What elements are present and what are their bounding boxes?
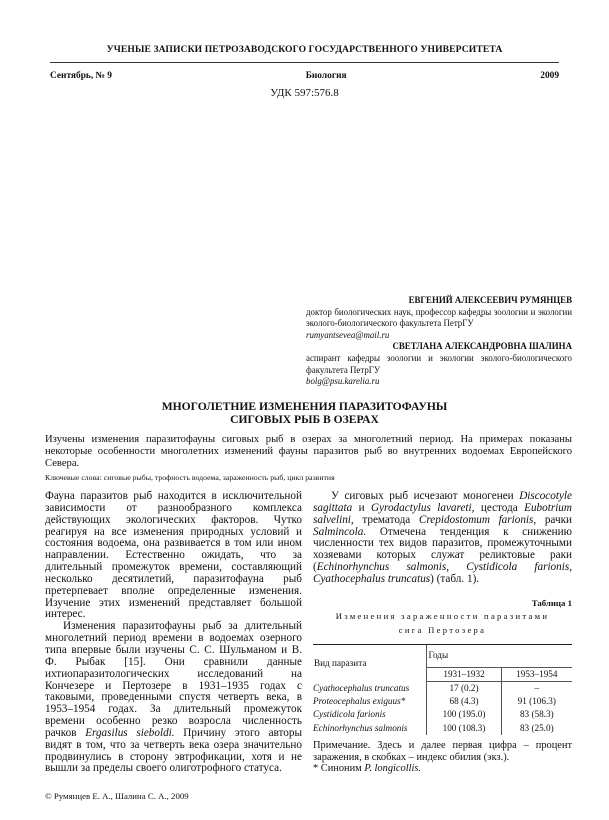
table-row bbox=[313, 695, 572, 708]
table-title: сига Пертозера bbox=[398, 624, 487, 635]
abstract: Изучены изменения паразитофауны сиговых рыб в озерах за многолетний период. На примерах показаны некоторые особенности многолетних изменений фауны паразитов рыб во внутренних водоемах Европейского Севера. bbox=[45, 434, 572, 470]
keywords: Ключевые слова: сиговые рыбы, трофность водоема, зараженность рыб, цикл развития bbox=[45, 472, 335, 482]
note-text: Примечание. Здесь и далее первая цифра – процент заражения, в скобках – индекс обилия (экз.). bbox=[313, 739, 572, 763]
table-number: Таблица 1 bbox=[531, 597, 572, 608]
left-column bbox=[45, 491, 302, 801]
value-cell: 68 (4.3) bbox=[427, 695, 501, 708]
header-rule bbox=[50, 62, 559, 63]
table-row bbox=[313, 708, 572, 721]
author-name: СВЕТЛАНА АЛЕКСАНДРОВНА ШАЛИНА bbox=[392, 341, 572, 352]
running-header bbox=[50, 71, 559, 81]
authors-block bbox=[306, 295, 572, 388]
value-cell: – bbox=[501, 681, 572, 695]
abstract-block bbox=[45, 434, 572, 483]
paragraph: Изменения паразитофауны рыб за длительный многолетний период времени в водоемах озерного типа впервые были изучены С. С. Шульманом и В. Ф. Рыбак [15]. Они сравнили данные ихтиопаразитологических исследований на Кончезере и Пертозере в 1931–1935 годах с таковыми, проведенными спустя четверть века, в 1953–1954 годах. За длительный промежуток времени особенно резко возросла численность рачков Ergasilus sieboldi. Причину этого авторы видят в том, что за четверть века озера значительно продвинулись в сторону эвтрофикации, хотя и не вышли за пределы своего олиготрофного статуса. bbox=[45, 620, 303, 775]
author-name: ЕВГЕНИЙ АЛЕКСЕЕВИЧ РУМЯНЦЕВ bbox=[408, 295, 572, 305]
value-cell: 91 (106.3) bbox=[501, 695, 572, 708]
footnote: * Синоним P. longicollis. bbox=[313, 763, 422, 775]
title-line: МНОГОЛЕТНИЕ ИЗМЕНЕНИЯ ПАРАЗИТОФАУНЫ bbox=[161, 400, 448, 413]
value-cell: 83 (25.0) bbox=[501, 722, 572, 735]
table-title: Изменения зараженности паразитами bbox=[335, 610, 550, 621]
table-note bbox=[313, 740, 572, 775]
author-affiliation: доктор биологических наук, профессор кафедры зоологии и экологии эколого-биологического факультета ПетрГУ bbox=[306, 306, 572, 329]
section-label: Биология bbox=[305, 71, 347, 81]
value-cell: 100 (108.3) bbox=[427, 722, 501, 735]
value-cell: 100 (195.0) bbox=[427, 708, 501, 721]
header-period: 1953–1954 bbox=[501, 667, 572, 681]
table-row bbox=[313, 681, 572, 695]
title-line: СИГОВЫХ РЫБ В ОЗЕРАХ bbox=[230, 412, 379, 426]
author-email[interactable]: bolg@psu.karelia.ru bbox=[306, 376, 380, 387]
species-cell: Cyathocephalus truncatus bbox=[313, 682, 410, 693]
paragraph: Фауна паразитов рыб находится в исключительной зависимости от разнообразного комплекса действующих экологических факторов. Чутко реагируя на все изменения природных условий и состояния водоема, она развивается в том или ином направлении. Естественно ожидать, что за длительный промежуток времени, составляющий несколько десятилетий, паразитофауна рыб претерпевает вполне определенные изменения. Изучение этих изменений представляет большой интерес. bbox=[45, 490, 302, 621]
value-cell: 83 (58.3) bbox=[501, 708, 572, 721]
year-label: 2009 bbox=[540, 71, 559, 81]
issue-label: Сентябрь, № 9 bbox=[50, 71, 112, 81]
author-email[interactable]: rumyantsevea@mail.ru bbox=[306, 329, 390, 340]
author-affiliation: аспирант кафедры зоологии и экологии эколого-биологического факультета ПетрГУ bbox=[306, 352, 572, 375]
header-years: Годы bbox=[427, 644, 572, 667]
article-title bbox=[0, 401, 609, 426]
infection-table bbox=[313, 644, 572, 735]
species-cell: Proteocephalus exiguus* bbox=[313, 696, 406, 707]
copyright: © Румянцев Е. А., Шалина С. А., 2009 bbox=[45, 791, 189, 802]
udk-code: УДК 597:576.8 bbox=[270, 87, 339, 99]
right-column bbox=[313, 491, 572, 775]
paragraph: У сиговых рыб исчезают моногенеи Discocotyle sagittata и Gyrodactylus lavareti, цестода Eubotrium salvelini, трематода Crepidostomum farionis, рачки Salmincola. Отмечена тенденция к снижению численности тех видов паразитов, промежуточными хозяевами которых служат реликтовые раки (Echinorhynchus salmonis, Cystidicola farionis, Cyathocephalus truncatus) (табл. 1). bbox=[313, 490, 572, 585]
header-species: Вид паразита bbox=[313, 644, 427, 681]
journal-title: УЧЕНЫЕ ЗАПИСКИ ПЕТРОЗАВОДСКОГО ГОСУДАРСТВЕННОГО УНИВЕРСИТЕТА bbox=[106, 44, 503, 55]
table-caption bbox=[313, 598, 572, 636]
species-cell: Echinorhynchus salmonis bbox=[313, 722, 408, 733]
value-cell: 17 (0.2) bbox=[427, 681, 501, 695]
header-period: 1931–1932 bbox=[427, 667, 501, 681]
table-row bbox=[313, 722, 572, 735]
species-cell: Cystidicola farionis bbox=[313, 709, 386, 720]
